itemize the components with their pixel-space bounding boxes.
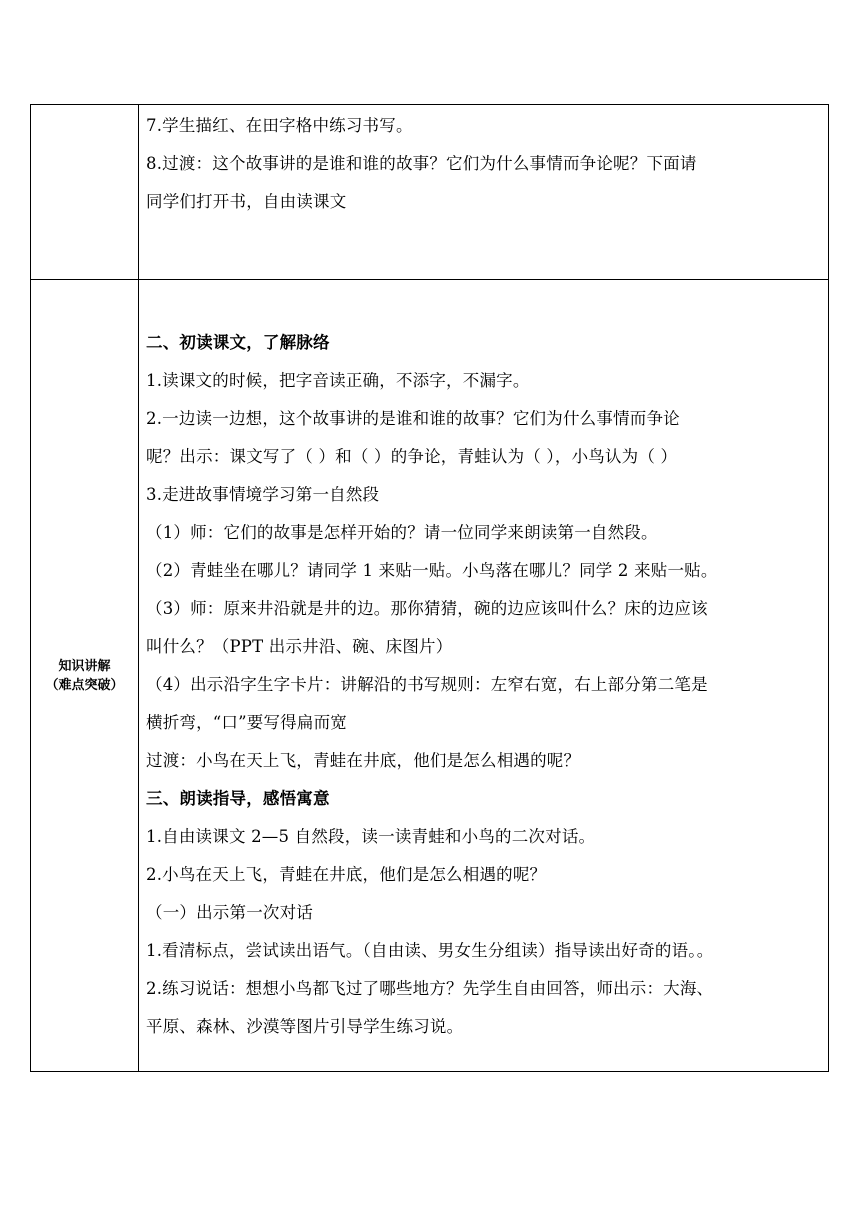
content-line: （2）青蛙坐在哪儿？请同学 1 来贴一贴。小鸟落在哪儿？同学 2 来贴一贴。 [146, 561, 718, 580]
table-row-top [31, 105, 829, 280]
content-line: 2.一边读一边想，这个故事讲的是谁和谁的故事？它们为什么事情而争论 [146, 409, 680, 428]
row-content-top [139, 105, 829, 280]
content-line: 7.学生描红、在田字格中练习书写。 [146, 116, 413, 135]
content-line: 呢？出示：课文写了（ ）和（ ）的争论，青蛙认为（ ），小鸟认为（ ） [146, 447, 678, 466]
content-line: （4）出示沿字生字卡片：讲解沿的书写规则：左窄右宽，右上部分第二笔是 [146, 675, 708, 694]
content-line: 1.看清标点，尝试读出语气。（自由读、男女生分组读）指导读出好奇的语。。 [146, 941, 714, 960]
row-content-main [139, 280, 829, 1072]
content-line: 1.读课文的时候，把字音读正确，不添字，不漏字。 [146, 371, 530, 390]
row-label-title: 知识讲解 [58, 658, 111, 674]
table-row-main [31, 280, 829, 1072]
row-label-empty [31, 105, 139, 280]
content-line: （一）出示第一次对话 [146, 903, 313, 922]
content-line: 过渡：小鸟在天上飞，青蛙在井底，他们是怎么相遇的呢？ [146, 751, 581, 770]
section-heading: 二、初读课文，了解脉络 [146, 333, 330, 352]
content-lines-main [146, 280, 822, 1046]
content-lines-top [146, 105, 822, 221]
row-label-subtitle: （难点突破） [45, 677, 124, 693]
content-line: 2.练习说话：想想小鸟都飞过了哪些地方？先学生自由回答，师出示：大海、 [146, 979, 714, 998]
lesson-plan-table [30, 104, 829, 1072]
content-line: （3）师：原来井沿就是井的边。那你猜猜，碗的边应该叫什么？床的边应该 [146, 599, 708, 618]
content-line: 同学们打开书，自由读课文 [146, 192, 347, 211]
row-label-knowledge [31, 280, 139, 1072]
content-line: 横折弯，“口”要写得扁而宽 [146, 713, 347, 732]
content-line: 叫什么？（PPT 出示井沿、碗、床图片） [146, 637, 453, 656]
content-line: 2.小鸟在天上飞，青蛙在井底，他们是怎么相遇的呢？ [146, 865, 547, 884]
section-heading: 三、朗读指导，感悟寓意 [146, 789, 330, 808]
content-line: 平原、森林、沙漠等图片引导学生练习说。 [146, 1017, 464, 1036]
content-line: 8.过渡：这个故事讲的是谁和谁的故事？它们为什么事情而争论呢？下面请 [146, 154, 697, 173]
content-line: 3.走进故事情境学习第一自然段 [146, 485, 380, 504]
content-line: （1）师：它们的故事是怎样开始的？请一位同学来朗读第一自然段。 [146, 523, 658, 542]
content-line: 1.自由读课文 2—5 自然段，读一读青蛙和小鸟的二次对话。 [146, 827, 596, 846]
